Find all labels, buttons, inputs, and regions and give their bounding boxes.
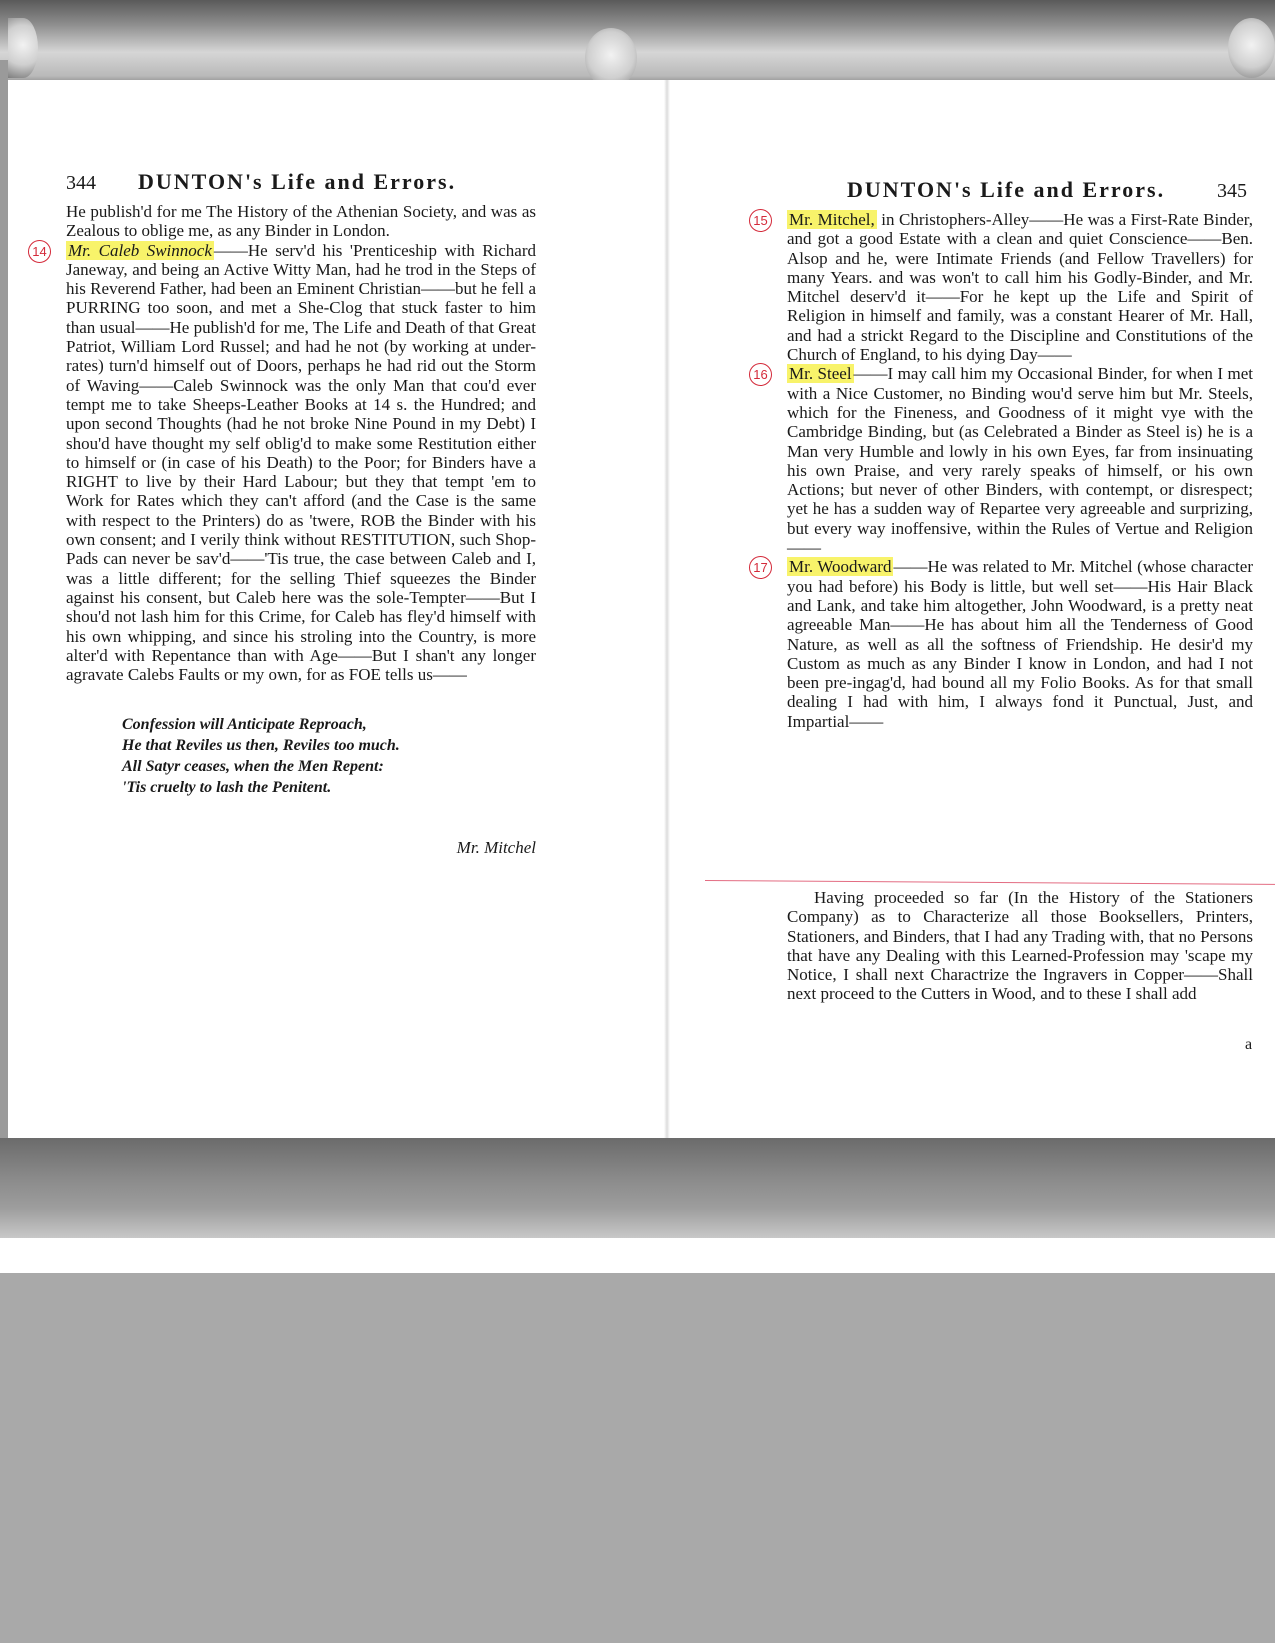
left-page <box>32 169 537 898</box>
scan-left-edge <box>0 60 8 1140</box>
entry-number-annotation: 16 <box>749 363 772 386</box>
entry-17 <box>753 557 1253 731</box>
book-gutter <box>664 80 670 1140</box>
poem <box>122 714 536 798</box>
entry-14 <box>32 240 537 685</box>
scan-bottom-shadow <box>0 1138 1275 1238</box>
right-page-header <box>787 177 1253 210</box>
catchword-row <box>66 838 536 898</box>
left-intro-text: He publish'd for me The History of the Athenian Society, and was as Zealous to oblige me, as any Binder in London. <box>66 202 536 241</box>
entry-body: ——He serv'd his 'Prenticeship with Richard Janeway, and being an Active Witty Man, had he trod in the Steps of his Reverend Father, had been an Eminent Christian——but he fell a PURRING too soon, and met a She-Clog that stuck faster to him than usual——He publish'd for me, The Life and Death of that Great Patriot, William Lord Russel; and had he not (by working at under-rates) turn'd himself out of Doors, perhaps he had rid out the Storm of Waving——Caleb Swinnock was the only Man that cou'd ever tempt me to take Sheeps-Leather Books at 14 s. the Hundred; and upon second Thoughts (had he not broke Nine Pound in my Debt) I shou'd have thought my self oblig'd to make some Restitution either to himself or (in case of his Death) to the Poor; for Binders have a RIGHT to live by their Hard Labour; but they that tempt 'em to Work for Rates which they can't afford (and the Case is the same with respect to the Printers) do as 'twere, ROB the Binder with his own consent; and I verily think without RESTITUTION, such Shop-Pads can never be sav'd——'Tis true, the case between Caleb and I, was a little different; for the selling Thief squeezes the Binder against his consent, but Caleb here was the sole-Tempter——But I shou'd not lash him for this Crime, for Caleb has fley'd himself with his own whipping, and since his stroling into the Country, is more alter'd with Repentance than with Age——But I shan't any longer agravate Calebs Faults or my own, for as FOE tells us—— <box>66 240 537 685</box>
poem-line: 'Tis cruelty to lash the Penitent. <box>122 779 332 797</box>
right-page-number: 345 <box>1217 180 1247 202</box>
blank-scan-area <box>0 1273 1275 1643</box>
punch-hole-left <box>8 18 38 78</box>
poem-line: He that Reviles us then, Reviles too much. <box>122 737 400 755</box>
left-page-header <box>66 169 536 202</box>
entry-number-annotation: 14 <box>28 240 51 263</box>
entry-paragraph <box>787 210 1253 364</box>
entry-paragraph <box>787 364 1253 557</box>
catchword: Mr. Mitchel <box>456 838 536 858</box>
entry-name-highlight: Mr. Caleb Swinnock <box>68 240 212 260</box>
signature-mark: a <box>1245 1036 1253 1053</box>
left-running-title: DUNTON's Life and Errors. <box>138 169 457 194</box>
poem-line: All Satyr ceases, when the Men Repent: <box>122 758 384 776</box>
entry-15 <box>753 210 1253 365</box>
entry-name-highlight: Mr. Steel <box>789 364 852 384</box>
right-running-title: DUNTON's Life and Errors. <box>847 177 1166 202</box>
entry-number-annotation: 17 <box>749 556 772 579</box>
closing-paragraph: Having proceeded so far (In the History of the Stationers Company) as to Characterize all those Booksellers, Printers, Stationers, and Binders, that I had any Trading with, that no Persons that have any Dealing with this Learned-Profession may 'scape my Notice, I shall next Charactrize the Ingravers in Copper——Shall next proceed to the Cutters in Wood, and to these I shall add <box>787 888 1253 1004</box>
entry-body: in Christophers-Alley——He was a First-Rate Binder, and got a good Estate with a clean and quiet Conscience——Ben. Alsop and he, were Intimate Friends (and Fellow Travellers) for many Years. and was won't to call him his Godly-Binder, and Mr. Mitchel deserv'd it——For he kept up the Life and Spirit of Religion in himself and family, was a constant Hearer of Mr. Hall, and had a strickt Regard to the Discipline and Constitutions of the Church of England, to his dying Day—— <box>787 210 1253 365</box>
entry-body: ——I may call him my Occasional Binder, for when I met with a Nice Customer, no Binding wou'd serve him but Mr. Steels, which for the Fineness, and Goodness of it might vye with the Cambridge Binding, but (as Celebrated a Binder as Steel is) he is a Man very Humble and lowly in his own Eyes, far from insinuating his own Praise, and very rarely speaks of himself, or his own Actions; but never of other Binders, with contempt, or disrespect; yet he has a sudden way of Repartee very agreeable and surprizing, but every way inoffensive, within the Rules of Vertue and Religion—— <box>787 364 1253 558</box>
entry-paragraph <box>787 557 1253 731</box>
entry-body: ——He was related to Mr. Mitchel (whose character you had before) his Body is little, but well set——His Hair Black and Lank, and take him altogether, John Woodward, is a pretty neat agreeable Man——He has about him all the Tenderness of Good Nature, as well as all the softness of Friendship. He desir'd my Custom as much as any Binder I know in London, and had I not been pre-ingag'd, had bound all my Folio Books. As for that small dealing I had with him, I always fond it Punctual, Just, and Impartial—— <box>787 557 1253 731</box>
punch-hole-center <box>585 28 637 88</box>
punch-hole-right <box>1228 18 1275 78</box>
entry-name-highlight: Mr. Woodward <box>789 557 892 577</box>
entry-name-highlight: Mr. Mitchel, <box>789 210 875 229</box>
entry-number-annotation: 15 <box>749 209 772 232</box>
left-page-number: 344 <box>66 172 96 194</box>
entry-paragraph <box>66 241 536 685</box>
right-page <box>753 177 1253 731</box>
poem-line: Confession will Anticipate Reproach, <box>122 716 367 734</box>
entry-16 <box>753 364 1253 558</box>
scan-white-strip <box>0 1238 1275 1273</box>
